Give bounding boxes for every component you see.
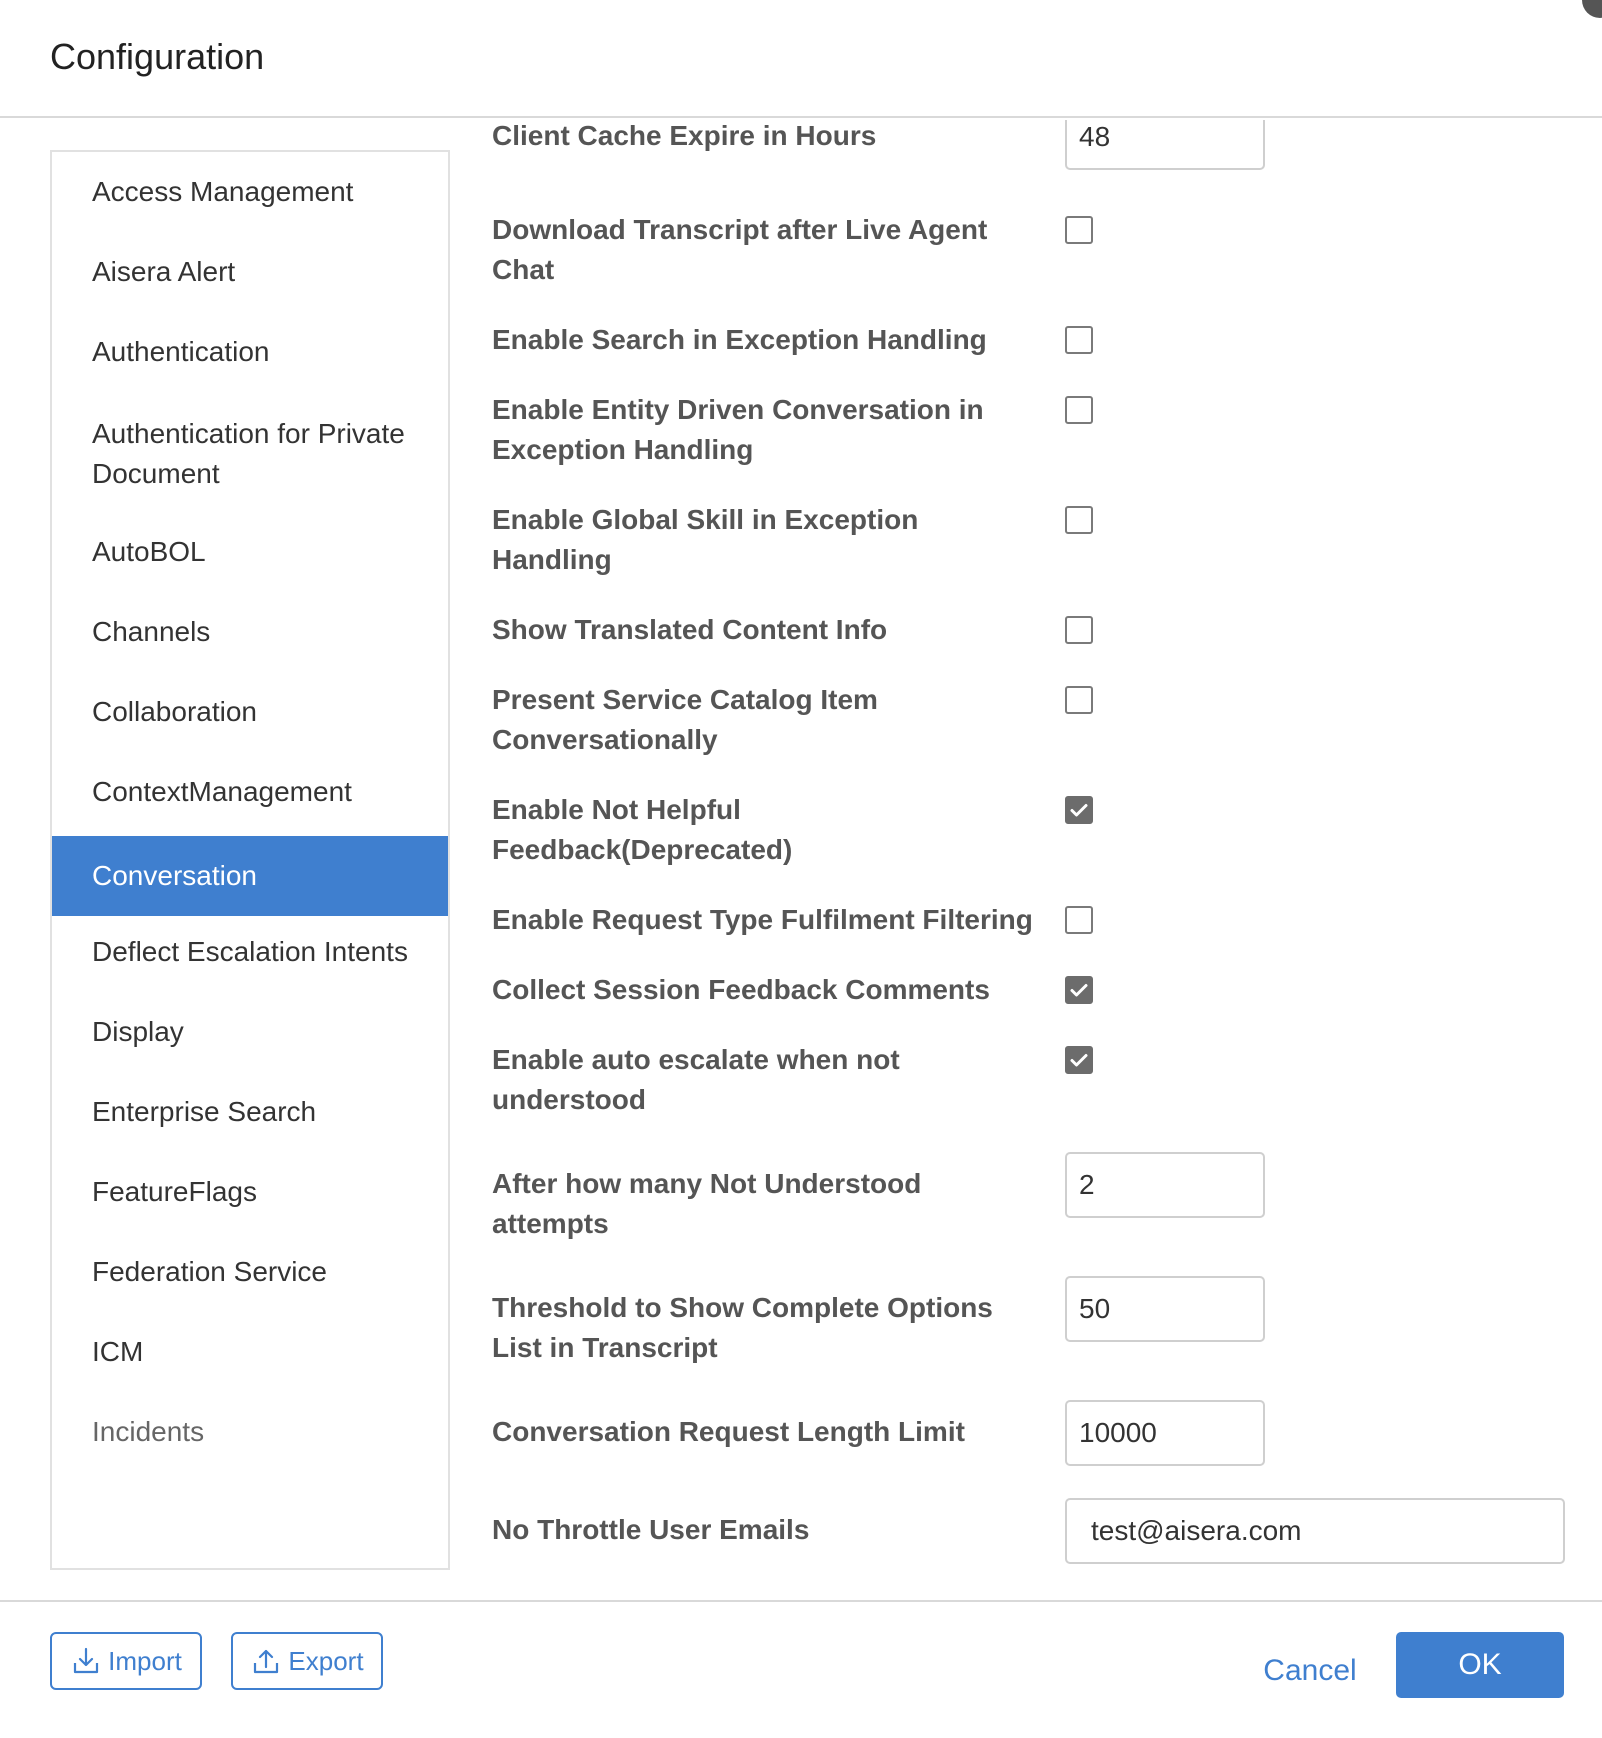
setting-label-download-transcript: Download Transcript after Live Agent Chat <box>492 214 988 285</box>
search-exception-checkbox[interactable] <box>1065 326 1093 354</box>
translated-content-checkbox[interactable] <box>1065 616 1093 644</box>
setting-label-global-skill: Enable Global Skill in Exception Handling <box>492 504 919 575</box>
setting-label-auto-escalate: Enable auto escalate when not understood <box>492 1044 900 1115</box>
sidebar-item-access-management[interactable]: Access Management <box>92 176 354 207</box>
export-label: Export <box>288 1645 364 1676</box>
dialog-header <box>0 0 1602 118</box>
entity-driven-checkbox[interactable] <box>1065 396 1093 424</box>
sidebar-item-incidents[interactable]: Incidents <box>92 1416 205 1447</box>
request-length-input[interactable] <box>1065 1400 1265 1466</box>
import-label: Import <box>108 1645 182 1676</box>
setting-label-request-length: Conversation Request Length Limit <box>492 1416 965 1447</box>
export-button[interactable] <box>231 1632 383 1690</box>
setting-label-search-exception: Enable Search in Exception Handling <box>492 324 987 355</box>
sidebar-item-collaboration[interactable]: Collaboration <box>92 696 257 727</box>
setting-label-not-helpful: Enable Not Helpful Feedback(Deprecated) <box>492 794 793 865</box>
download-tray-icon <box>70 1645 102 1677</box>
auto-escalate-checkbox[interactable] <box>1065 1046 1093 1074</box>
sidebar-item-deflect-escalation-intents[interactable]: Deflect Escalation Intents <box>92 936 408 967</box>
setting-label-no-throttle-emails: No Throttle User Emails <box>492 1514 810 1545</box>
upload-tray-icon <box>250 1645 282 1677</box>
client-cache-input[interactable] <box>1065 120 1265 170</box>
sidebar-item-icm[interactable]: ICM <box>92 1336 144 1367</box>
setting-label-not-understood-attempts: After how many Not Understood attempts <box>492 1168 922 1239</box>
sidebar-item-conversation[interactable]: Conversation <box>52 836 448 916</box>
sidebar-item-authentication-private-document[interactable]: Authentication for Private Document <box>92 418 405 489</box>
checkmark-icon <box>1067 798 1091 822</box>
ok-button[interactable]: OK <box>1396 1632 1564 1698</box>
import-button[interactable] <box>50 1632 202 1690</box>
checkmark-icon <box>1067 1048 1091 1072</box>
sidebar-item-enterprise-search[interactable]: Enterprise Search <box>92 1096 317 1127</box>
category-sidebar <box>50 150 450 1570</box>
setting-label-client-cache: Client Cache Expire in Hours <box>492 120 877 151</box>
service-catalog-checkbox[interactable] <box>1065 686 1093 714</box>
session-feedback-checkbox[interactable] <box>1065 976 1093 1004</box>
sidebar-item-authentication[interactable]: Authentication <box>92 336 270 367</box>
no-throttle-emails-input[interactable] <box>1065 1498 1565 1564</box>
sidebar-item-display[interactable]: Display <box>92 1016 184 1047</box>
sidebar-item-featureflags[interactable]: FeatureFlags <box>92 1176 257 1207</box>
dialog-footer <box>0 1600 1602 1738</box>
sidebar-item-channels[interactable]: Channels <box>92 616 211 647</box>
not-understood-attempts-input[interactable] <box>1065 1152 1265 1218</box>
global-skill-checkbox[interactable] <box>1065 506 1093 534</box>
not-helpful-checkbox[interactable] <box>1065 796 1093 824</box>
settings-panel <box>450 120 1602 1600</box>
close-icon[interactable] <box>1582 0 1602 18</box>
setting-label-session-feedback: Collect Session Feedback Comments <box>492 974 990 1005</box>
setting-label-request-type: Enable Request Type Fulfilment Filtering <box>492 904 1033 935</box>
setting-label-service-catalog: Present Service Catalog Item Conversationally <box>492 684 878 755</box>
setting-label-options-threshold: Threshold to Show Complete Options List in Transcript <box>492 1292 993 1363</box>
sidebar-item-autobol[interactable]: AutoBOL <box>92 536 206 567</box>
dialog-title: Configuration <box>50 36 265 77</box>
setting-label-translated-content: Show Translated Content Info <box>492 614 888 645</box>
request-type-checkbox[interactable] <box>1065 906 1093 934</box>
sidebar-item-federation-service[interactable]: Federation Service <box>92 1256 328 1287</box>
download-transcript-checkbox[interactable] <box>1065 216 1093 244</box>
sidebar-item-contextmanagement[interactable]: ContextManagement <box>92 776 352 807</box>
sidebar-item-aisera-alert[interactable]: Aisera Alert <box>92 256 236 287</box>
setting-label-entity-driven: Enable Entity Driven Conversation in Exception Handling <box>492 394 984 465</box>
checkmark-icon <box>1067 978 1091 1002</box>
options-threshold-input[interactable] <box>1065 1276 1265 1342</box>
cancel-button[interactable]: Cancel <box>1263 1654 1357 1687</box>
